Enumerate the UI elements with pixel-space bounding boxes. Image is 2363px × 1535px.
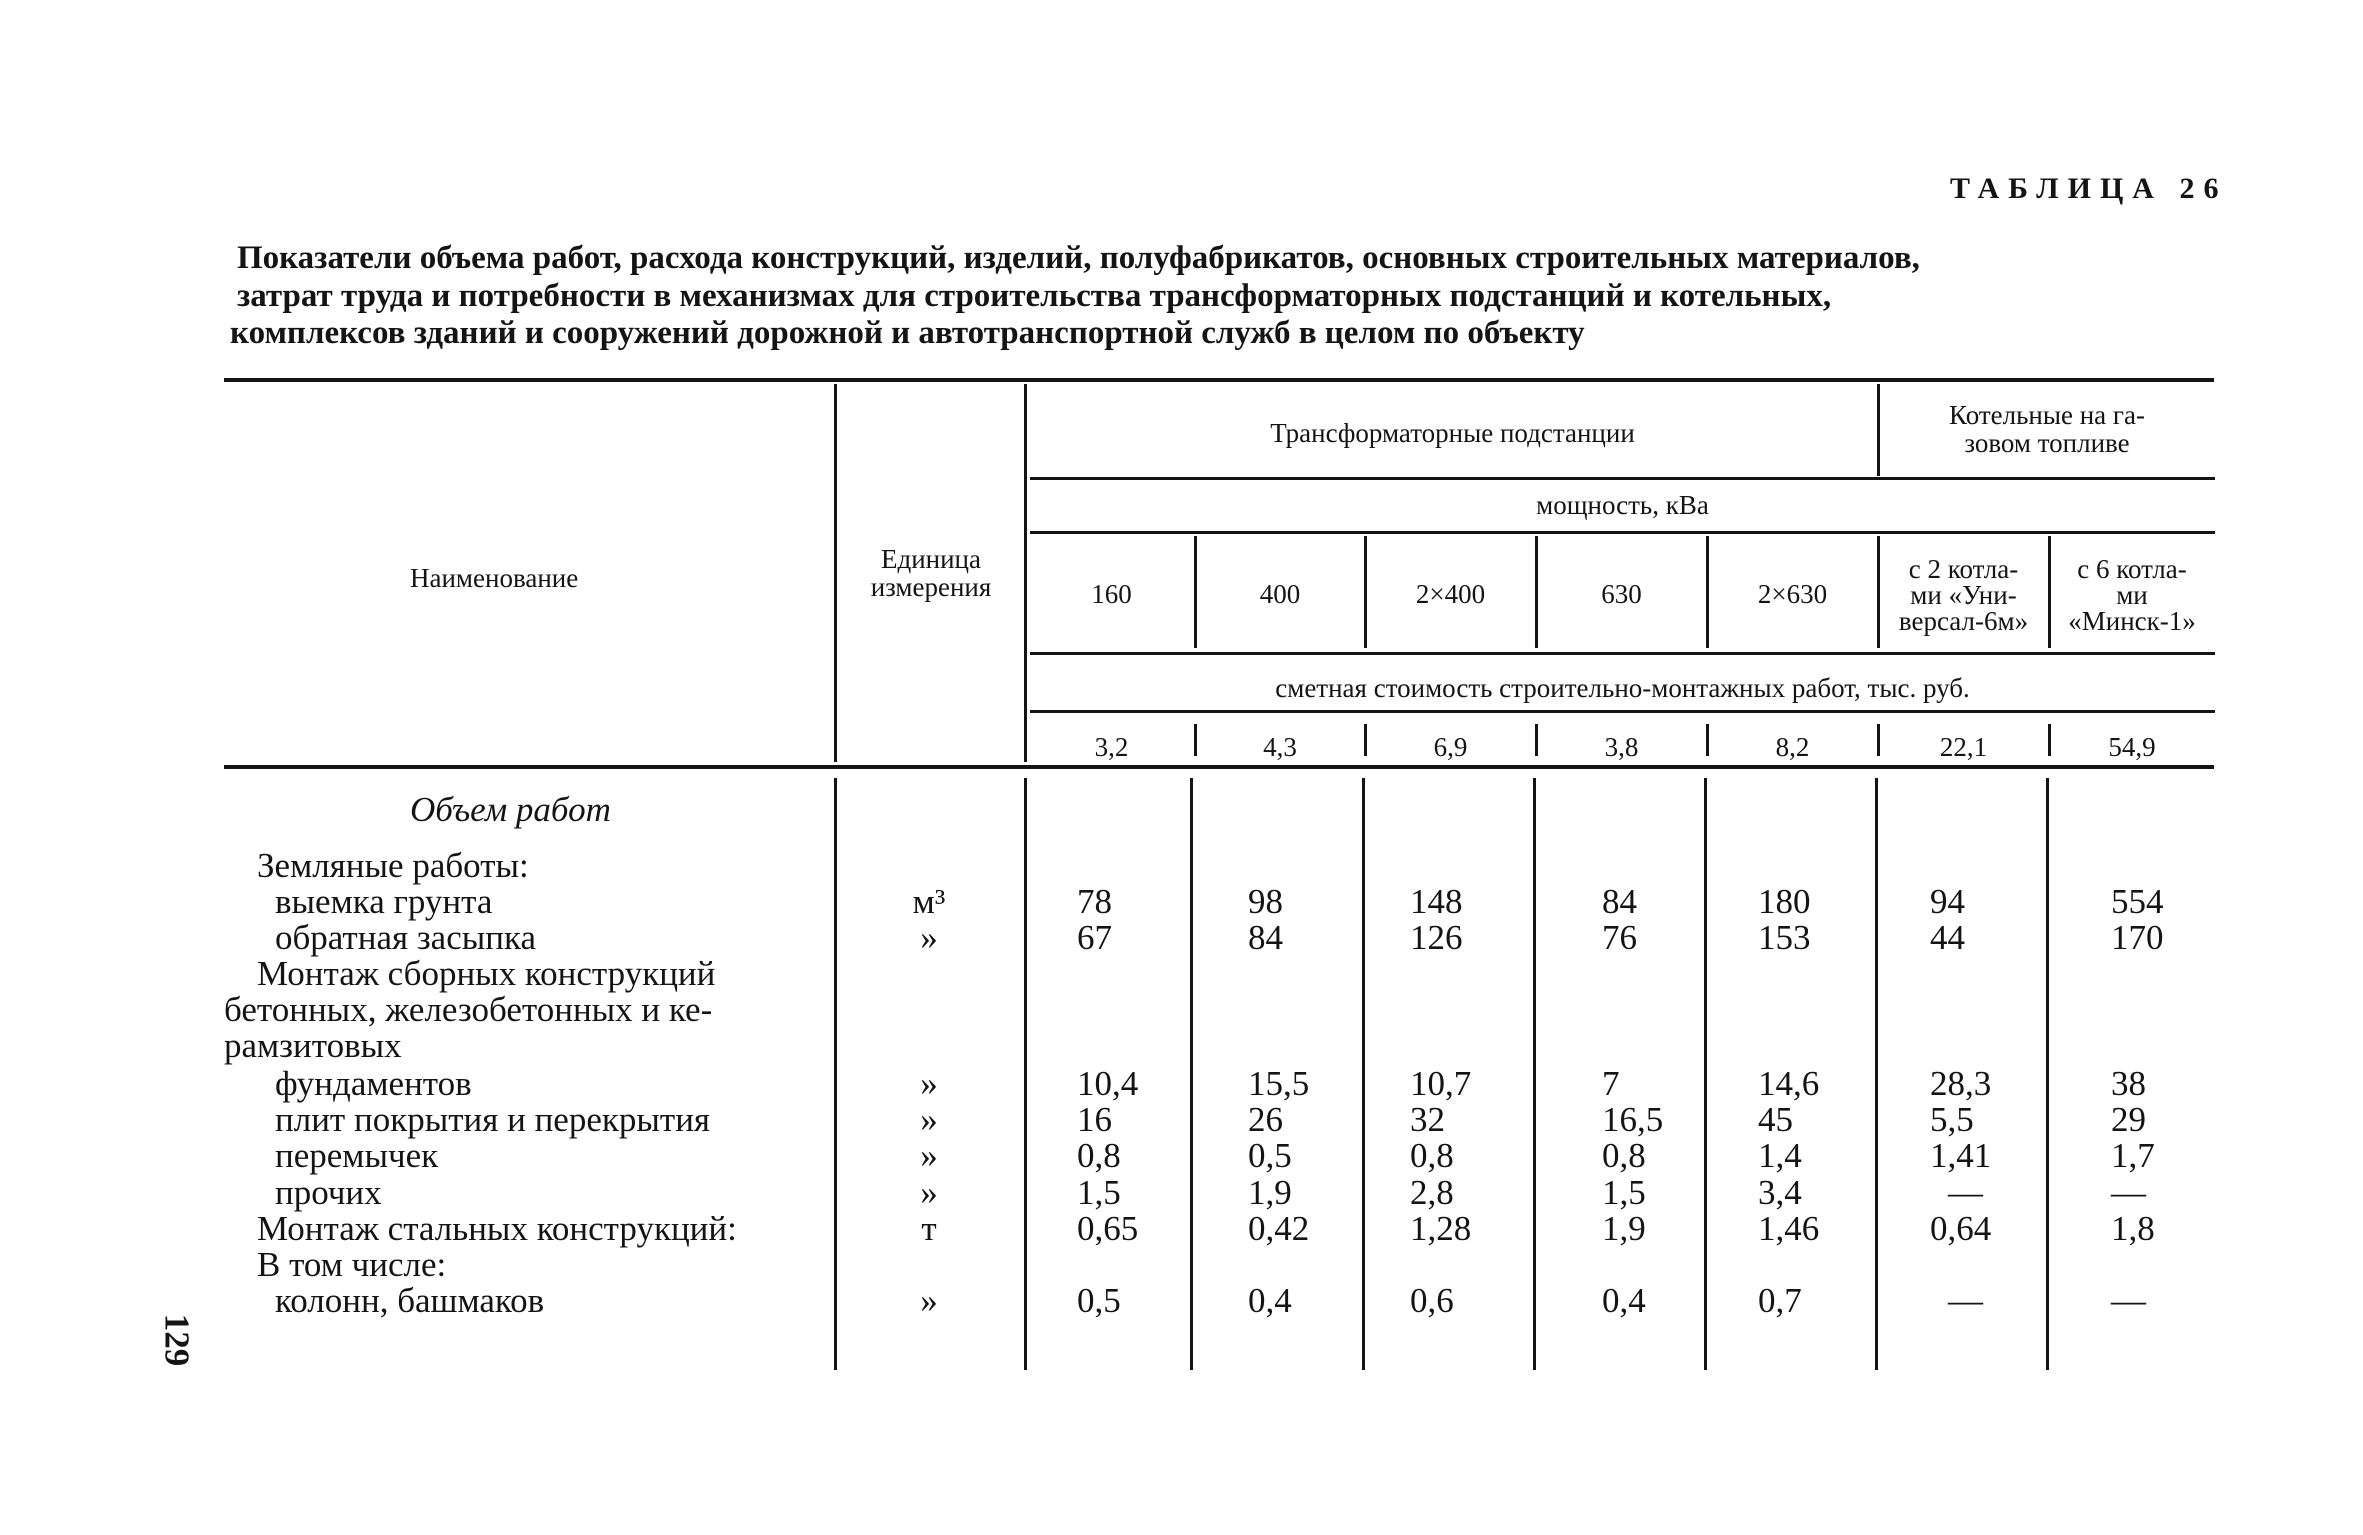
table-cell: 7: [1602, 1064, 1620, 1103]
table-cell: 1,7: [2111, 1136, 2155, 1175]
table-cell: 126: [1410, 918, 1463, 957]
table-cell: —: [2111, 1281, 2146, 1320]
col-divider: [1362, 778, 1365, 1370]
col-divider: [1024, 384, 1027, 762]
table-cell: 0,6: [1410, 1281, 1454, 1320]
col-divider: [834, 778, 837, 1370]
table-cell: 0,65: [1077, 1209, 1139, 1248]
row-unit: »: [920, 1100, 938, 1139]
table-cell: 0,4: [1602, 1281, 1646, 1320]
table-cell: 1,28: [1410, 1209, 1472, 1248]
col-divider: [2046, 778, 2049, 1370]
cost-value: 6,9: [1433, 732, 1468, 762]
table-cell: 554: [2111, 882, 2164, 921]
table-cell: 0,42: [1248, 1209, 1310, 1248]
table-top-rule: [224, 378, 2214, 382]
table-cell: 1,8: [2111, 1209, 2155, 1248]
table-cell: 2,8: [1410, 1173, 1454, 1212]
table-cell: 15,5: [1248, 1064, 1310, 1103]
table-cell: 153: [1758, 918, 1811, 957]
caption-line: затрат труда и потребности в механизмах для строительства трансформаторных подстанций и котельных,: [237, 278, 1832, 314]
table-cell: 0,8: [1602, 1136, 1646, 1175]
header-unit-line: Единица: [880, 544, 981, 574]
col-divider: [1704, 778, 1707, 1370]
table-cell: 38: [2111, 1064, 2146, 1103]
row-unit: »: [920, 1064, 938, 1103]
table-cell: 16,5: [1602, 1100, 1664, 1139]
row-name: Земляные работы:: [257, 846, 529, 885]
row-name: прочих: [275, 1173, 382, 1212]
col-divider: [834, 384, 837, 762]
cost-value: 3,8: [1604, 732, 1639, 762]
header-name: Наименование: [410, 563, 579, 593]
table-cell: 1,9: [1248, 1173, 1292, 1212]
page-number: 129: [157, 1313, 197, 1367]
table-cell: 180: [1758, 882, 1811, 921]
header-power: мощность, кВа: [1536, 490, 1709, 520]
header-col-boiler2: с 2 котла-: [1908, 554, 2019, 584]
col-divider: [1533, 778, 1536, 1370]
table-cell: 0,64: [1930, 1209, 1992, 1248]
header-transformers: Трансформаторные подстанции: [1270, 418, 1635, 448]
table-cell: 98: [1248, 882, 1283, 921]
rule-columns: [1030, 531, 2215, 534]
header-col-2x630: 2×630: [1757, 579, 1828, 609]
caption-line: Показатели объема работ, расхода конструкций, изделий, полуфабрикатов, основных строительных материалов,: [237, 240, 1920, 276]
table-cell: 44: [1930, 918, 1965, 957]
row-name: плит покрытия и перекрытия: [275, 1100, 711, 1139]
table-cell: —: [2111, 1173, 2146, 1212]
table-cell: —: [1948, 1173, 1983, 1212]
row-unit: м³: [912, 882, 946, 921]
table-cell: 84: [1248, 918, 1283, 957]
row-name: выемка грунта: [275, 882, 493, 921]
table-cell: 78: [1077, 882, 1112, 921]
header-col-boiler6: «Минск-1»: [2068, 606, 2196, 636]
table-cell: 148: [1410, 882, 1463, 921]
col-divider: [1190, 778, 1193, 1370]
table-cell: 1,5: [1077, 1173, 1121, 1212]
row-unit: »: [920, 1136, 938, 1175]
header-col-630: 630: [1601, 579, 1642, 609]
col-divider: [1877, 384, 1880, 476]
table-cell: 170: [2111, 918, 2164, 957]
section-title: Объем работ: [410, 790, 611, 829]
row-name: колонн, башмаков: [275, 1281, 545, 1320]
table-cell: 76: [1602, 918, 1637, 957]
header-bottom-rule: [224, 765, 2214, 769]
header-col-400: 400: [1259, 579, 1301, 609]
table-cell: 28,3: [1930, 1064, 1992, 1103]
header-col-2x400: 2×400: [1415, 579, 1486, 609]
header-col-boiler6: с 6 котла-: [2077, 554, 2187, 584]
table-cell: 0,8: [1077, 1136, 1121, 1175]
table-label: ТАБЛИЦА 26: [1950, 172, 2228, 205]
table-cell: 0,4: [1248, 1281, 1292, 1320]
rule-power: [1030, 477, 2215, 480]
table-cell: 45: [1758, 1100, 1793, 1139]
table-cell: 67: [1077, 918, 1112, 957]
header-cost: сметная стоимость строительно-монтажных работ, тыс. руб.: [1275, 673, 1970, 703]
table-cell: 1,41: [1930, 1136, 1992, 1175]
table-cell: 0,8: [1410, 1136, 1454, 1175]
header-col-boiler2: ми «Уни-: [1910, 580, 2017, 610]
row-unit: »: [920, 1173, 938, 1212]
table-cell: 94: [1930, 882, 1965, 921]
table-cell: 84: [1602, 882, 1637, 921]
cost-value: 54,9: [2108, 732, 2156, 762]
row-unit: »: [920, 1281, 938, 1320]
table-cell: 10,4: [1077, 1064, 1139, 1103]
table-cell: 0,5: [1248, 1136, 1292, 1175]
header-col-160: 160: [1091, 579, 1132, 609]
row-name: Монтаж стальных конструкций:: [257, 1209, 737, 1248]
cost-value: 3,2: [1094, 732, 1129, 762]
table-cell: 0,5: [1077, 1281, 1121, 1320]
row-name: В том числе:: [257, 1245, 447, 1284]
table-cell: 29: [2111, 1100, 2146, 1139]
row-name: бетонных, железобетонных и ке-: [224, 990, 713, 1029]
caption-line: комплексов зданий и сооружений дорожной и автотранспортной служб в целом по объекту: [230, 315, 1585, 351]
table-cell: 16: [1077, 1100, 1112, 1139]
table-cell: 1,46: [1758, 1209, 1820, 1248]
table-cell: 26: [1248, 1100, 1283, 1139]
col-divider: [1875, 778, 1878, 1370]
row-name: рамзитовых: [224, 1026, 402, 1065]
table-cell: 1,9: [1602, 1209, 1646, 1248]
table-cell: 5,5: [1930, 1100, 1974, 1139]
row-name: перемычек: [275, 1136, 439, 1175]
col-divider: [1024, 778, 1027, 1370]
header-boilers-line: Котельные на га-: [1949, 400, 2145, 430]
row-name: обратная засыпка: [275, 918, 536, 957]
table-cell: 32: [1410, 1100, 1445, 1139]
table-cell: —: [1948, 1281, 1983, 1320]
cost-value: 4,3: [1263, 732, 1297, 762]
row-name: фундаментов: [275, 1064, 472, 1103]
table-cell: 1,5: [1602, 1173, 1646, 1212]
row-unit: т: [921, 1209, 937, 1248]
table-cell: 0,7: [1758, 1281, 1802, 1320]
row-unit: »: [920, 918, 938, 957]
rule-cost-values: [1030, 710, 2215, 713]
cost-value: 22,1: [1939, 732, 1988, 762]
header-boilers-line: зовом топливе: [1964, 428, 2130, 458]
header-col-boiler2: версал-6м»: [1898, 606, 2029, 636]
row-name: Монтаж сборных конструкций: [257, 954, 716, 993]
table-cell: 1,4: [1758, 1136, 1802, 1175]
table-cell: 14,6: [1758, 1064, 1820, 1103]
table-cell: 3,4: [1758, 1173, 1802, 1212]
rule-cost: [1030, 652, 2215, 655]
table-cell: 10,7: [1410, 1064, 1472, 1103]
header-unit-line: измерения: [870, 572, 992, 602]
cost-value: 8,2: [1775, 732, 1810, 762]
header-col-boiler6: ми: [2116, 580, 2148, 610]
